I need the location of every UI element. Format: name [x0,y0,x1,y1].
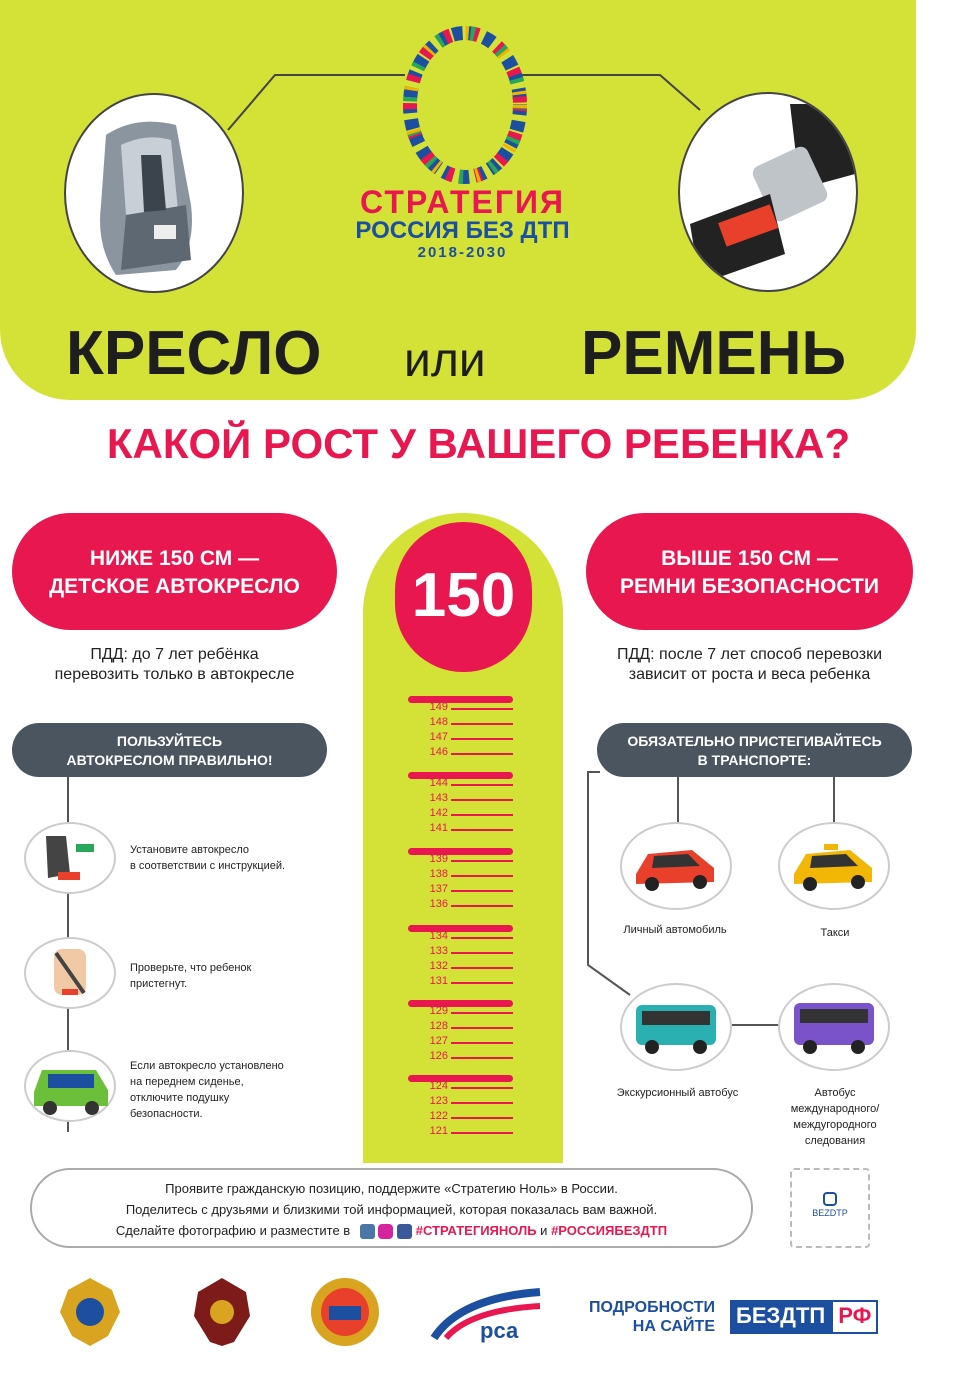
left-rule-line1: ПДД: до 7 лет ребёнка [90,646,259,663]
vehicle-4-line3: междугородного [793,1119,877,1131]
ruler-minor-tick [451,1102,513,1104]
ruler-top-value: 150 [411,561,516,630]
buckle-up-line1: ОБЯЗАТЕЛЬНО ПРИСТЕГИВАЙТЕСЬ [627,733,882,749]
ruler-minor-tick [451,890,513,892]
vk-icon[interactable] [360,1224,375,1239]
ruler-minor-tick [451,814,513,816]
tip-3-line3: отключите подушку [130,1092,230,1104]
vehicle-1-circle [620,822,732,910]
car-seat-icon [66,95,244,293]
logo-strategy: СТРАТЕГИЯ [360,184,565,220]
right-rule-line1: ПДД: после 7 лет способ перевозки [616,646,883,663]
ruler-minor-tick [451,937,513,939]
logo-years: 2018-2030 [417,244,508,261]
vehicle-3-circle [620,983,732,1071]
green-car-icon [26,1052,114,1120]
below-150-line2: ДЕТСКОЕ АВТОКРЕСЛО [49,575,300,598]
more-info-line1: ПОДРОБНОСТИ [589,1299,715,1316]
taxi-icon [780,824,888,908]
ruler-minor-tick [451,860,513,862]
ruler-tick-label: 126 [429,1050,448,1062]
hashtag-russia[interactable]: #РОССИЯБЕЗДТП [551,1223,668,1238]
intercity-bus-icon [780,985,888,1069]
traffic-police-emblem-icon [305,1272,385,1350]
vehicle-4-line4: следования [804,1135,866,1147]
ruler-tick-label: 143 [429,792,448,804]
ruler-minor-tick [451,753,513,755]
red-car-icon [622,824,730,908]
ruler-minor-tick [451,829,513,831]
instagram-icon [823,1192,837,1206]
ruler-minor-tick [451,799,513,801]
vehicle-4-circle [778,983,890,1071]
above-150-line2: РЕМНИ БЕЗОПАСНОСТИ [620,575,879,598]
ruler-minor-tick [451,1117,513,1119]
footer-line3 [32,1220,751,1241]
ruler-minor-tick [451,967,513,969]
use-seat-line1: ПОЛЬЗУЙТЕСЬ [116,733,223,749]
instagram-box[interactable] [790,1168,870,1248]
tip-2-line2: пристегнут. [130,978,188,990]
use-seat-line2: АВТОКРЕСЛОМ ПРАВИЛЬНО! [66,752,273,768]
ruler-tick-label: 122 [429,1110,448,1122]
more-info [575,1298,715,1336]
question-title: КАКОЙ РОСТ У ВАШЕГО РЕБЕНКА? [106,420,851,467]
ruler-tick-label: 149 [429,701,448,713]
tip-2-line1: Проверьте, что ребенок [130,962,252,974]
below-150-pill [12,513,337,630]
ruler-minor-tick [451,1012,513,1014]
ruler-minor-tick [451,1057,513,1059]
above-150-pill [586,513,913,630]
ruler-tick-label: 146 [429,746,448,758]
website-domain: РФ [831,1300,878,1334]
vehicle-2-label: Такси [820,927,850,939]
ruler-minor-tick [451,1087,513,1089]
ruler-minor-tick [451,1042,513,1044]
ruler-tick-label: 129 [429,1005,448,1017]
seat-belt-image [678,92,858,292]
ruler-tick-label: 127 [429,1035,448,1047]
tip-3-line4: безопасности. [130,1108,203,1120]
ruler-tick-label: 141 [429,822,448,834]
ruler-tick-label: 144 [429,777,448,789]
ruler-minor-tick [451,875,513,877]
buckle-up-line2: В ТРАНСПОРТЕ: [697,752,812,768]
ruler-tick-label: 139 [429,853,448,865]
strategy-zero-logo-icon [400,25,530,185]
tip-1-line1: Установите автокресло [130,844,250,856]
tip-2-text [130,960,251,992]
tip-1-text [130,842,285,874]
footer-line1: Проявите гражданскую позицию, поддержите «Стратегию Ноль» в России. [165,1181,618,1196]
ruler-tick-label: 147 [429,731,448,743]
left-rule-text [12,645,337,685]
tip-1-icon-circle [24,822,116,894]
vehicle-3-label: Экскурсионный автобус [616,1087,739,1099]
ruler-tick-label: 136 [429,898,448,910]
vehicle-1-label: Личный автомобиль [623,924,727,936]
use-seat-box [12,723,327,777]
tip-1-line2: в соответствии с инструкцией. [130,860,286,872]
tip-3-text [130,1058,284,1122]
website-name: БЕЗДТП [730,1300,831,1334]
tour-bus-icon [622,985,730,1069]
ruler-minor-tick [451,723,513,725]
tip-3-icon-circle [24,1050,116,1122]
ruler-minor-tick [451,1027,513,1029]
hashtag-strategy[interactable]: #СТРАТЕГИЯНОЛЬ [415,1223,537,1238]
vehicle-4-line1: Автобус [814,1087,856,1099]
right-rule-line2: зависит от роста и веса ребенка [628,666,871,683]
more-info-line2: НА САЙТЕ [632,1318,715,1335]
below-150-line1: НИЖЕ 150 СМ — [89,547,260,570]
footer-and: и [540,1223,548,1238]
headline-left: КРЕСЛО [66,319,322,388]
buckled-child-icon [26,939,114,1007]
left-rule-line2: перевозить только в автокресле [54,666,295,683]
ruler-tick-label: 124 [429,1080,448,1092]
facebook-icon[interactable] [397,1224,412,1239]
ruler-minor-tick [451,982,513,984]
logo-name: РОССИЯ БЕЗ ДТП [355,217,570,244]
right-rule-text [586,645,913,685]
headline-middle: или [404,334,486,387]
ruler-tick-label: 132 [429,960,448,972]
website-link[interactable] [730,1300,878,1334]
rsa-text: рса [480,1318,519,1343]
interior-ministry-emblem-icon [182,1272,262,1350]
tip-2-icon-circle [24,937,116,1009]
car-seat-icon [26,824,114,892]
vehicle-2-circle [778,822,890,910]
ruler-tick-label: 123 [429,1095,448,1107]
ministry-emblem-icon [50,1272,130,1350]
ruler-tick-label: 137 [429,883,448,895]
ruler-tick-label: 121 [429,1125,448,1137]
car-seat-image [64,93,244,293]
tip-3-line1: Если автокресло установлено [130,1060,284,1072]
instagram-handle: BEZDTP [812,1208,848,1218]
ruler-minor-tick [451,708,513,710]
ruler-tick-label: 142 [429,807,448,819]
tip-3-line2: на переднем сиденье, [130,1076,244,1088]
ruler-tick-label: 128 [429,1020,448,1032]
ruler-minor-tick [451,1132,513,1134]
footer-line2: Поделитесь с друзьями и близкими той информацией, которая показалась вам важной. [125,1202,658,1217]
ruler-minor-tick [451,738,513,740]
ruler-minor-tick [451,905,513,907]
vehicle-4-line2: международного/ [790,1103,880,1115]
vehicle-4-label [770,1085,900,1149]
seat-belt-icon [680,94,858,292]
ruler-tick-label: 148 [429,716,448,728]
footer-message [30,1168,753,1248]
ruler-minor-tick [451,784,513,786]
ruler-minor-tick [451,952,513,954]
ruler-tick-label: 138 [429,868,448,880]
instagram-icon[interactable] [378,1224,393,1239]
footer-line3-text: Сделайте фотографию и разместите в [115,1223,351,1238]
ruler-tick-label: 134 [429,930,448,942]
headline-right: РЕМЕНЬ [581,319,847,388]
ruler-tick-label: 133 [429,945,448,957]
above-150-line1: ВЫШЕ 150 СМ — [661,547,838,570]
ruler-tick-label: 131 [429,975,448,987]
